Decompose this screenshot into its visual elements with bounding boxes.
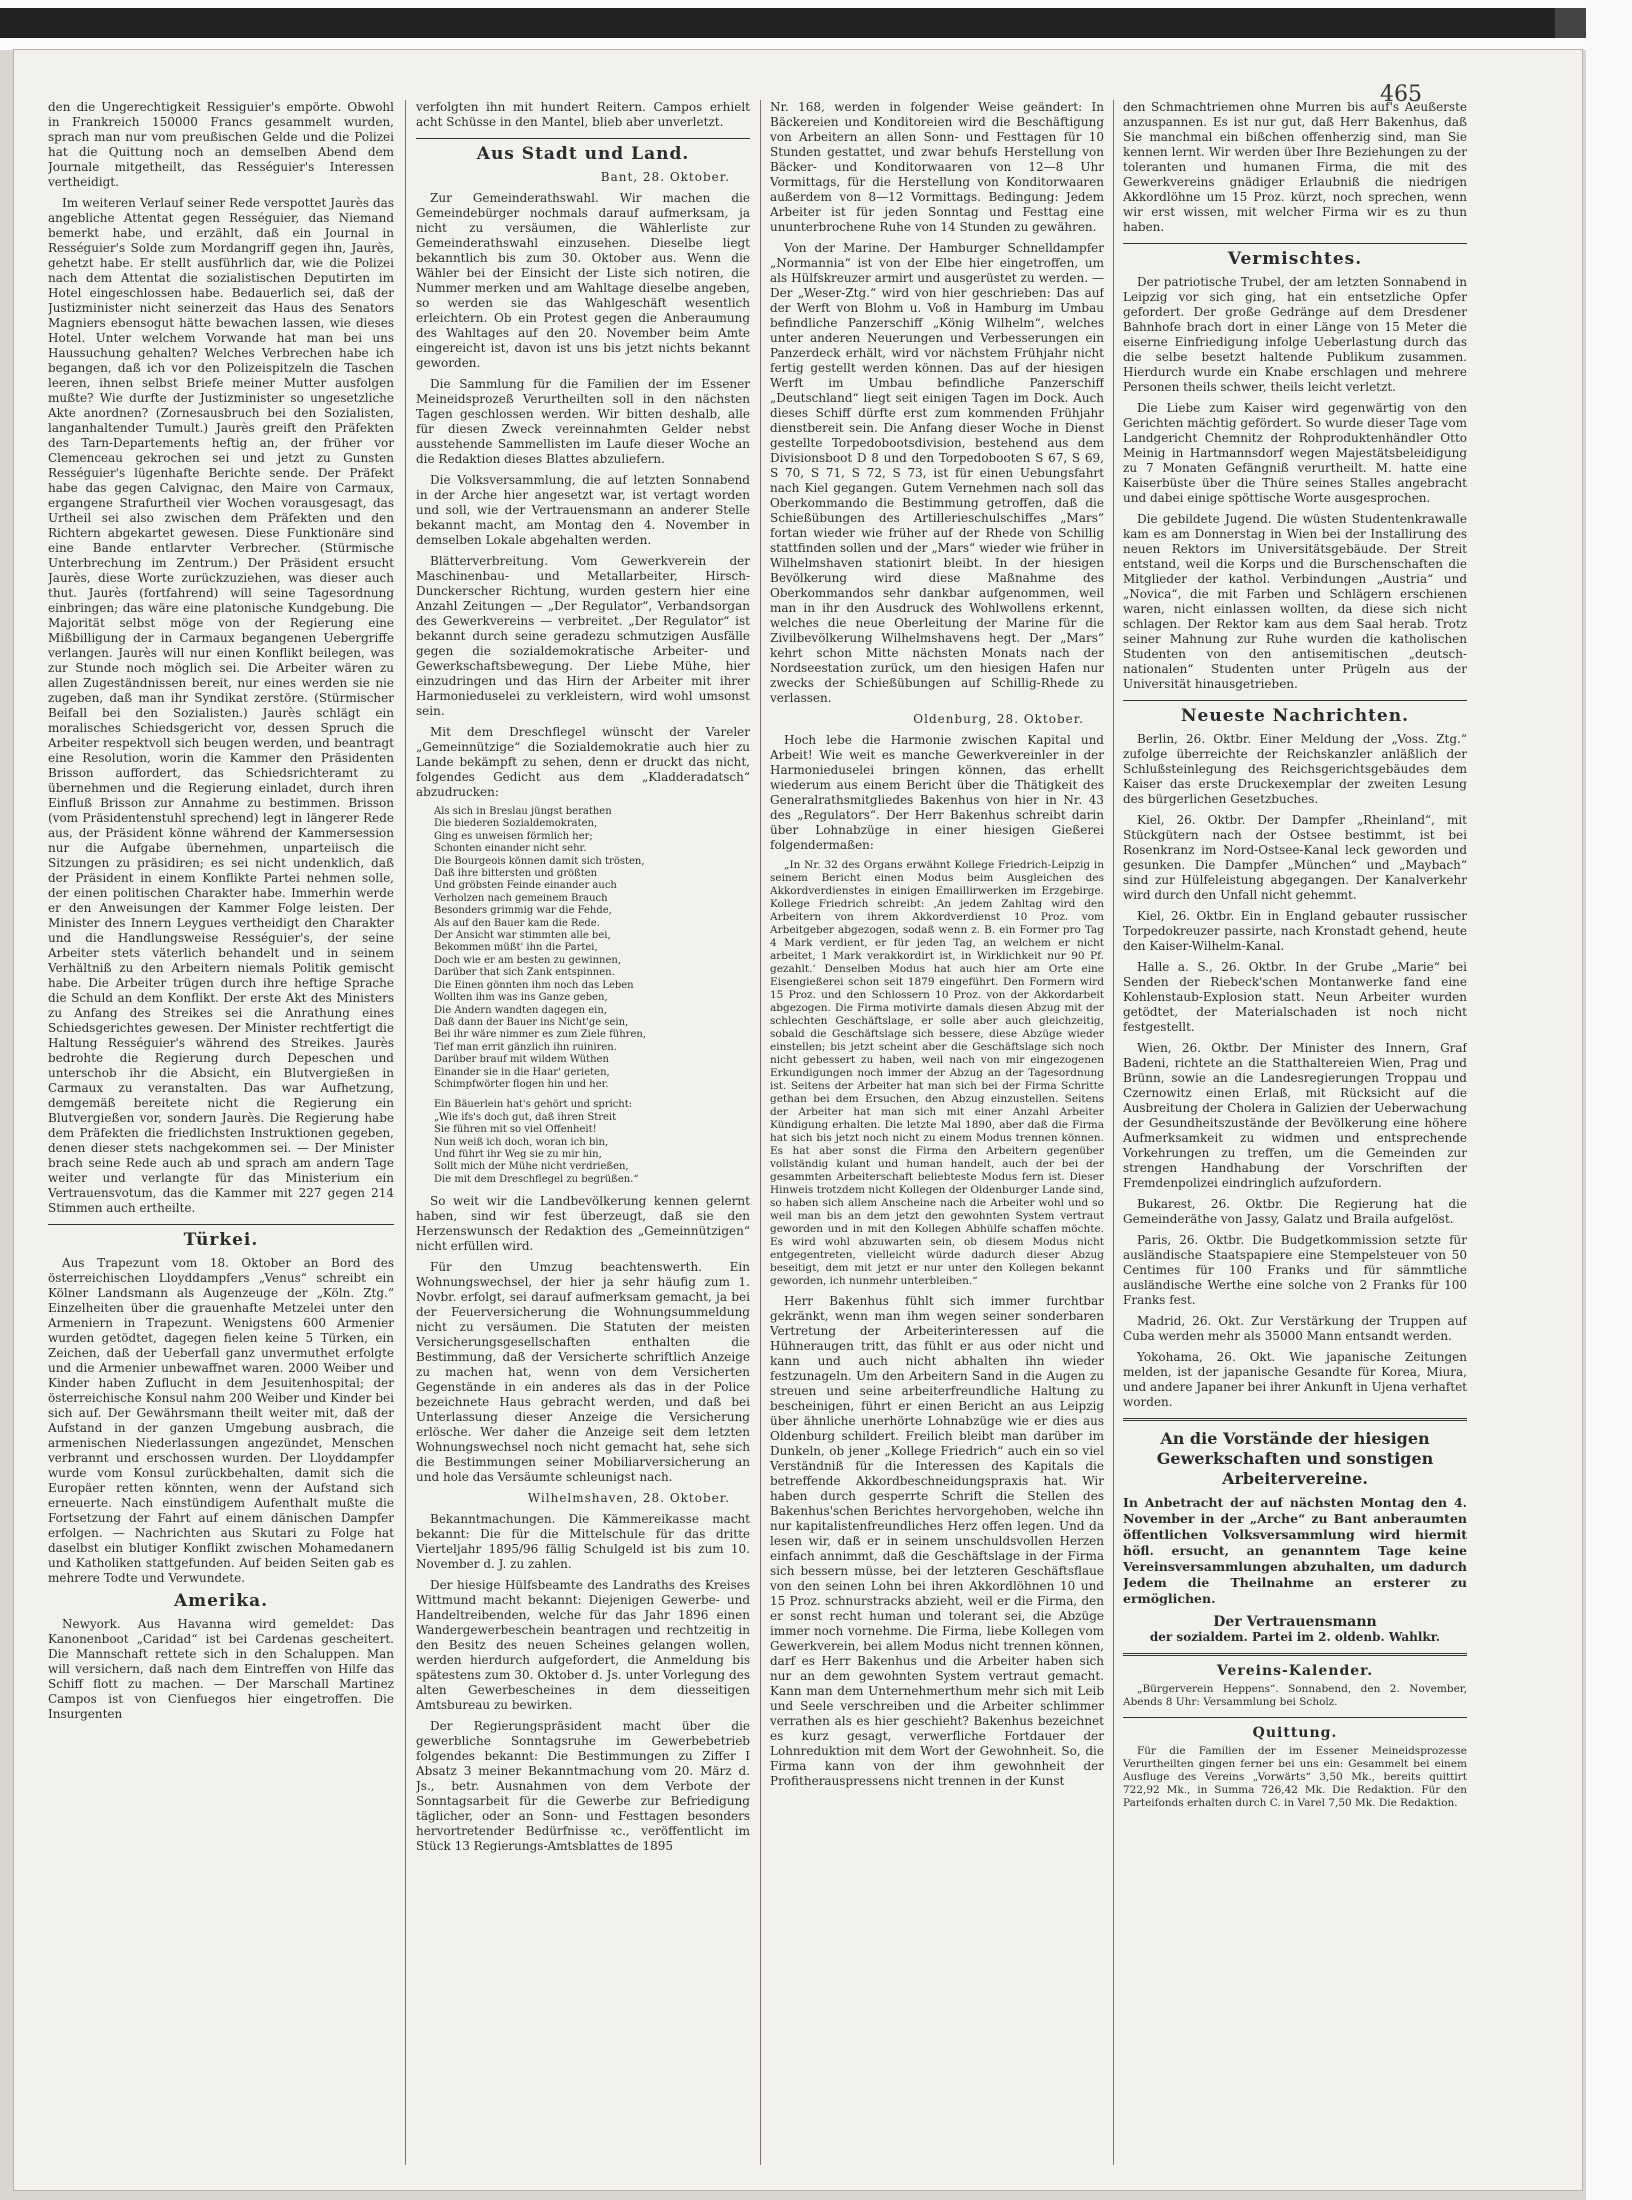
divider bbox=[1123, 1717, 1467, 1718]
section-heading-amerika: Amerika. bbox=[173, 1591, 269, 1611]
article-paragraph: Der hiesige Hülfsbeamte des Landraths des Kreises Wittmund macht bekannt: Diejenigen Gewerbe- und Handeltreibenden, welche für das Jahr 1896 einen Wandergewerbeschein beantragen und rechtzeitig in den Besitz des neuen Scheines gelangen wollen, werden hierdurch aufgefordert, die Anmeldung bis spätestens zum 30. Oktober d. Js. unter Vorlegung des alten Gewerbescheines in dem diesseitigen Amtsbureau zu bewirken. bbox=[416, 1578, 750, 1713]
poem-line: Darüber brauf mit wildem Wüthen bbox=[434, 1054, 609, 1066]
poem-line: Tief man errit gänzlich ihn ruiniren. bbox=[434, 1041, 617, 1053]
dateline: Oldenburg, 28. Oktober. bbox=[913, 712, 1084, 726]
news-item: Kiel, 26. Oktbr. Ein in England gebauter russischer Torpedokreuzer passirte, nach Kronstadt gehend, heute den Kaiser-Wilhelm-Kanal. bbox=[1123, 909, 1467, 953]
notice-title: An die Vorstände der hiesigen Gewerkschaften und sonstigen Arbeitervereine. bbox=[1156, 1429, 1434, 1488]
article-paragraph: Mit dem Dreschflegel wünscht der Vareler „Gemeinnützige“ die Sozialdemokratie auch hier zu Lande bekämpft zu sehen, denn er druckt das nicht, folgendes Gedicht aus dem „Kladderadatsch“ abzudrucken: bbox=[416, 725, 750, 799]
article-paragraph: Der Regierungspräsident macht über die gewerbliche Sonntagsruhe im Gewerbebetrieb folgendes bekannt: Die Bestimmungen zu Ziffer I Absatz 3 meiner Bekanntmachung vom 20. März d. Js., betr. Ausnahmen von dem Verbote der Sonntagsarbeit für die Gewerbe zur Befriedigung täglicher, oder an Sonn- und Festtagen besonders hervortretender Bedürfnisse ꝛc., veröffentlicht im Stück 13 Regierungs-Amtsblattes de 1895 bbox=[416, 1719, 750, 1854]
notice-signature: Der Vertrauensmann bbox=[1213, 1614, 1377, 1630]
poem-line: Sollt mich der Mühe nicht verdrießen, bbox=[434, 1161, 629, 1173]
article-paragraph: Der patriotische Trubel, der am letzten Sonnabend in Leipzig vor sich ging, hat ein entsetzliche Opfer gefordert. Der große Gedränge auf dem Dresdener Bahnhofe brach dort in einer Länge von 15 Meter die eiserne Einfriedigung infolge Ueberlastung durch das die selbe besetzt haltende Publikum zusammen. Hierdurch wurde ein Knabe erschlagen und mehrere Personen theils schwer, theils leicht verletzt. bbox=[1123, 275, 1467, 394]
news-item: Kiel, 26. Oktbr. Der Dampfer „Rheinland“, mit Stückgütern nach der Ostsee bestimmt, ist bei Rosenkranz im Nord-Ostsee-Kanal leck geworden und gesunken. Die Dampfer „München“ und „Maybach“ sind zur Hülfeleistung abgegangen. Der Kanalverkehr wird durch den Unfall nicht gehemmt. bbox=[1123, 813, 1467, 902]
notice-text: In Anbetracht der auf nächsten Montag den 4. November in der „Arche“ zu Bant anberaumten öffentlichen Volksversammlung wird hiermit höfl. ersucht, an genanntem Tage keine Vereinsversammlungen abzuhalten, um dadurch Jedem die Theilnahme an ersterer zu ermöglichen. bbox=[1123, 1495, 1467, 1606]
poem-line: Die Andern wandten dagegen ein, bbox=[434, 1004, 607, 1016]
section-heading-tuerkei: Türkei. bbox=[183, 1230, 259, 1250]
poem-line: Nun weiß ich doch, woran ich bin, bbox=[434, 1136, 609, 1148]
article-paragraph: So weit wir die Landbevölkerung kennen gelernt haben, sind wir fest überzeugt, daß sie den Herzenswunsch der Redaktion des „Gemeinnützigen“ nicht erfüllen wird. bbox=[416, 1194, 750, 1254]
poem-line: Verholzen nach gemeinem Brauch bbox=[434, 892, 608, 904]
article-paragraph: Bekanntmachungen. Die Kämmereikasse macht bekannt: Die für die Mittelschule für das dritte Vierteljahr 1895/96 fällig Schulgeld ist bis zum 10. November d. J. zu zahlen. bbox=[416, 1512, 750, 1572]
divider bbox=[416, 138, 750, 139]
article-paragraph: Zur Gemeinderathswahl. Wir machen die Gemeindebürger nochmals darauf aufmerksam, ja nicht zu versäumen, die Wählerliste zur Gemeinderathswahl einzusehen. Dieselbe liegt bekanntlich bis zum 30. Oktober aus. Wenn die Wähler bei der Einsicht der Liste sich notiren, die Nummer merken und am Wahltage dieselbe angeben, so werden sie das Wahlgeschäft wesentlich erleichtern. Ob ein Protest gegen die Anberaumung des Wahltages auf den 20. November beim Amte eingereicht ist, davon ist uns bis jetzt nichts bekannt geworden. bbox=[416, 191, 750, 370]
column-4 bbox=[1123, 100, 1467, 2165]
poem-line: Darüber that sich Zank entspinnen. bbox=[434, 967, 615, 979]
poem-line: „Wie ifs's doch gut, daß ihren Streit bbox=[434, 1111, 617, 1123]
receipt-text: Für die Familien der im Essener Meineidsprozesse Verurtheilten gingen ferner bei uns ein: Gesammelt bei einem Ausfluge des Vereins „Vorwärts“ 3,50 Mk., bereits quittirt 722,92 Mk., in Summa 726,42 Mk. Die Redaktion. Für den Parteifonds erhalten durch C. in Varel 7,50 Mk. Die Redaktion. bbox=[1123, 1745, 1467, 1809]
news-item: Paris, 26. Oktbr. Die Budgetkommission setzte für ausländische Staatspapiere eine Stempelsteuer von 50 Centimes für 100 Franks und für sämmtliche ausländische Werthe eine solche von 2 Franks für 100 Franks fest. bbox=[1123, 1233, 1467, 1307]
article-paragraph: Im weiteren Verlauf seiner Rede verspottet Jaurès das angebliche Attentat gegen Rességuier, das Niemand bemerkt habe, und erzählt, daß ein Journal in Rességuier's Solde zum Mordangriff gegen ihn, Jaurès, gehetzt habe. Er stellt ausführlich dar, wie die Polizei nach dem Attentat die sozialistischen Deputirten im Hotel eingeschlossen habe. Bedauerlich sei, daß der Justizminister nicht seinerzeit das Haus des Senators Magniers ebensogut hätte bewachen lassen, wie dieses Hotel. Unter welchem Vorwande hat man bei uns Haussuchung gehalten? Welches Verbrechen habe ich begangen, daß ich vor den Polizeispitzeln die Taschen leeren, ihnen selbst Briefe meiner Mutter ausfolgen mußte? Wie durfte der Justizminister so ungesetzliche Akte anordnen? (Zornesausbruch bei den Sozialisten, langanhaltender Tumult.) Jaurès greift den Präfekten des Tarn-Departements heftig an, der früher vor Clemenceau gekrochen sei und jetzt zu Gunsten Rességuier's lügenhafte Berichte sende. Der Präfekt habe das gegen Calvignac, den Maire von Carmaux, ergangene Strafurtheil vier Wochen vorausgesagt, das Urtheil sei also zwischen dem Präfekten und den Richtern abgekartet gewesen. Diese Funktionäre sind eine Bande entlarvter Verbrecher. (Stürmische Unterbrechung im Zentrum.) Der Präsident ersucht Jaurès, diese Worte zurückzuziehen, was dieser auch thut. Jaurès (fortfahrend) will seine Tagesordnung einbringen; das wäre eine platonische Kundgebung. Die Majorität selbst möge von der Regierung eine Mißbilligung der in Carmaux begangenen Uebergriffe verlangen. Jaurès will nur einen Konflikt beilegen, was zur Stunde noch möglich sei. Die Arbeiter wären zu allen Zugeständnissen bereit, nur eines werden sie nie zugeben, daß man ihr Syndikat zerstöre. (Stürmischer Beifall bei den Sozialisten.) Jaurès schlägt ein moralisches Schiedsgericht vor, dessen Spruch die Arbeiter respektvoll sich beugen werden, und beantragt eine Resolution, worin die Kammer den Präsidenten Brisson auffordert, das Schiedsrichteramt zu übernehmen und die Regierung einladet, durch ihren Einfluß Brisson zur Annahme zu bestimmen. Brisson (vom Präsidentenstuhl sprechend) legt in längerer Rede aus, der Präsident könne während der Kammersession nur die Aufgabe übernehmen, unparteiisch die Sitzungen zu präsidiren; es sei nicht undenklich, daß der Präsident in einem Konflikte Partei nehmen solle, der einen politischen Charakter habe. Immerhin werde er den Anweisungen der Kammer Folge leisten. Der Minister des Innern Leygues vertheidigt den Charakter und die Handlungsweise Rességuier's, der seine Arbeiter stets väterlich behandelt und in seinem Verhältniß zu den Arbeitern niemals Politik gemischt habe. Die Arbeiter trügen durch ihre heftige Sprache die Schuld an dem Konflikt. Der erste Akt des Ministers zu Anfang des Streikes sei die Anrathung eines Schiedsgerichtes gewesen. Der Minister rechtfertigt die Haltung Rességuier's während des Streikes. Jaurès bedrohte die Regierung durch Depeschen und unterschob ihr die Absicht, ein Blutvergießen in Carmaux zu veranstalten. Das war Aufhetzung, demgemäß bereitete nicht die Regierung ein Blutvergießen vor, sondern Jaurès. Die Regierung habe dem Präfekten die friedlichsten Instruktionen gegeben, denen dieser stets nachgekommen sei. — Der Minister brach seine Rede auch ab und sprach am andern Tage weiter und verlangte für das Ministerium ein Vertrauensvotum, das die Kammer mit 227 gegen 214 Stimmen auch ertheilte. bbox=[48, 196, 394, 1215]
section-heading-stadt-land: Aus Stadt und Land. bbox=[476, 144, 690, 164]
article-paragraph: den Schmachtriemen ohne Murren bis auf's Aeußerste anzuspannen. Es ist nur gut, daß Herr Bakenhus, daß Sie manchmal ein bißchen offenherzig sind, man Sie kennen lernt. Wir werden über Ihre Beziehungen zu der toleranten und humanen Firma, die mit des Gewerkvereins gnädiger Erlaubniß die niedrigen Akkordlöhne um 15 Proz. kürzt, noch sprechen, wenn wir erst wissen, mit welcher Firma wir es zu thun haben. bbox=[1123, 100, 1467, 234]
article-paragraph: Die gebildete Jugend. Die wüsten Studentenkrawalle kam es am Donnerstag in Wien bei der Installirung des neuen Rektors im Universitätsgebäude. Der Streit entstand, weil die Korps und die Burschenschaften die Mitglieder der kathol. Verbindungen „Austria“ und „Novica“, die mit Farben und Schlägern erschienen waren, nicht einlassen wollten, da diese sich nicht schlagen. Der Rektor kam aus dem Saal herab. Trotz seiner Mahnung zur Ruhe wurden die katholischen Studenten von den antisemitischen „deutsch-nationalen“ Studenten unter Prügeln aus der Universität hinausgetrieben. bbox=[1123, 512, 1467, 691]
column-rule bbox=[760, 100, 761, 2165]
scan-dark-edge bbox=[0, 8, 1560, 38]
news-item: Yokohama, 26. Okt. Wie japanische Zeitungen melden, ist der japanische Gesandte für Korea, Miura, und andere Japaner bei ihrer Ankunft in Ujena verhaftet worden. bbox=[1123, 1350, 1467, 1409]
calendar-entry: „Bürgerverein Heppens“. Sonnabend, den 2. November, Abends 8 Uhr: Versammlung bei Scholz. bbox=[1123, 1683, 1467, 1708]
poem-line: Bekommen müßt' ihn die Partei, bbox=[434, 942, 598, 954]
poem-line: Die mit dem Dreschflegel zu begrüßen.“ bbox=[434, 1173, 639, 1185]
poem-line: Und führt ihr Weg sie zu mir hin, bbox=[434, 1148, 602, 1160]
poem-line: Der Ansicht war stimmten alle bei, bbox=[434, 930, 611, 942]
article-paragraph: Blätterverbreitung. Vom Gewerkverein der Maschinenbau- und Metallarbeiter, Hirsch-Dunckerscher Richtung, wurden gestern hier eine Anzahl Zeitungen — „Der Regulator“, Verbandsorgan des Gewerkvereins — verbreitet. „Der Regulator“ ist bekannt durch seine geradezu schmutzigen Ausfälle gegen die sozialdemokratische Arbeiter- und Gewerkschaftsbewegung. Der Liebe Mühe, hier einzudringen und das Hirn der Arbeiter mit ihrer Harmonieduselei zu verkleistern, wird wohl umsonst sein. bbox=[416, 554, 750, 718]
scan-top-border bbox=[0, 0, 1632, 50]
poem-line: Daß ihre bittersten und größten bbox=[434, 868, 598, 880]
column-rule bbox=[405, 100, 406, 2165]
article-paragraph: Für den Umzug beachtenswerth. Ein Wohnungswechsel, der hier ja sehr häufig zum 1. Novbr. erfolgt, sei darauf aufmerksam gemacht, ja bei der Feuerversicherung die Wohnungsummeldung nicht zu versäumen. Die Statuten der meisten Versicherungsgesellschaften enthalten die Bestimmung, daß der Versicherte schriftlich Anzeige zu machen hat, wenn von dem Versicherten Gegenstände in ein anderes als das in der Police bezeichnete Haus gebracht werden, und daß bei Unterlassung dieser Anzeige die Versicherung erlösche. Wer daher die Anzeige seit dem letzten Wohnungswechsel noch nicht gemacht hat, sehe sich die Bestimmungen seiner Mobiliarversicherung an und hole das Versäumte schleunigst nach. bbox=[416, 1260, 750, 1485]
page-number: 465 bbox=[1380, 82, 1422, 107]
dateline: Wilhelmshaven, 28. Oktober. bbox=[527, 1491, 730, 1506]
notice-box bbox=[1123, 1429, 1467, 1645]
column-3 bbox=[770, 100, 1104, 2165]
notice-signature-sub: der sozialdem. Partei im 2. oldenb. Wahlkr. bbox=[1149, 1630, 1441, 1644]
poem-line: Als auf den Bauer kam die Rede. bbox=[434, 917, 600, 929]
poem-line: Ging es unweisen förmlich her; bbox=[434, 830, 593, 842]
column-2 bbox=[416, 100, 750, 2165]
poem bbox=[434, 806, 750, 1091]
article-paragraph: Herr Bakenhus fühlt sich immer furchtbar gekränkt, wenn man ihm wegen seiner sonderbaren Vertretung der Arbeiterinteressen auf die Hühneraugen tritt, das fühlt er aus oder nicht und kann und auch nicht abhalten ihn wieder festzunageln. Um den Arbeitern Sand in die Augen zu streuen und seine arbeiterfreundliche Haltung zu bescheinigen, führt er einen Bericht an aus Leipzig über ähnliche unerhörte Lohnabzüge wie er dies aus Oldenburg schildert. Freilich bleibt man darüber im Dunkeln, ob jener „Kollege Friedrich“ auch ein so viel Verständniß für die Interessen des Kapitals die betreffende Akkordbeschneidungspraxis hat. Wir haben durch gesperrte Schrift die Stellen des Bakenhus'schen Berichtes hervorgehoben, welche ihn nur kapitalistenfreundliches Herz offen legen. Und da lesen wir, daß er in seinem unschuldsvollen Herzen einfach annimmt, daß die Geschäftslage in der Firma sich bessern müsse, bei der letzteren Geschäftsflaue von den seinen Lohn bei ihren Akkordlöhnen 10 und 15 Proz. schnurstracks abzieht, weil er die Firma, den er sonst recht human und tolerant sei, die Abzüge immer noch vornehme. Die Firma, liebe Kollegen vom Gewerkverein, bei allem Modus nicht trennen können, darf es Herr Bakenhus und die Arbeiter haben sich nur an dem gewohnten System vertraut gemacht. Kann man dem Unternehmerthum mehr sich mit Leib und Seele verschreiben und die Arbeiter schlimmer verrathen als es hier geschieht? Bakenhus bezeichnet es kurz gesagt, verwerfliche Fortdauer der Lohnreduktion mit dem Wort der Gewohnheit. So, die Firma kann von der ihm gewohnheit der Profitherauspressens nicht trennen in der Kunst bbox=[770, 1294, 1104, 1788]
article-paragraph: Die Sammlung für die Familien der im Essener Meineidsprozeß Verurtheilten soll in den nächsten Tagen geschlossen werden. Wir bitten deshalb, alle für diesen Zweck vereinnahmten Gelder nebst ausstehende Sammellisten im Laufe dieser Woche an die Redaktion dieses Blattes abzuliefern. bbox=[416, 377, 750, 466]
poem-line: Als sich in Breslau jüngst berathen bbox=[434, 806, 612, 817]
poem-line: Die biederen Sozialdemokraten, bbox=[434, 818, 598, 830]
article-paragraph: Aus Trapezunt vom 18. Oktober an Bord des österreichischen Lloyddampfers „Venus“ schreibt ein Kölner Landsmann als Augenzeuge der „Köln. Ztg.“ Einzelheiten über die grauenhafte Metzelei unter den Armeniern in Trapezunt. Wenigstens 600 Armenier wurden getödtet, dagegen fielen keine 5 Türken, ein Zeichen, daß der Ueberfall ganz unvermuthet erfolgte und die Armenier unbewaffnet waren. 2000 Weiber und Kinder haben Zuflucht in dem Jesuitenhospital; der österreichische Konsul nahm 200 Weiber und Kinder bei sich auf. Der Gewährsmann theilt weiter mit, daß der Aufstand in der ganzen Umgebung ausbrach, die armenischen Niederlassungen angezündet, Menschen verbrannt und erschossen wurden. Der Lloyddampfer wurde vom Konsul zurückbehalten, damit sich die Europäer retten könnten, wenn der Aufstand sich erneuerte. Nach einstündigem Aufenthalt mußte die Fortsetzung der Fahrt auf einem dänischen Dampfer erfolgen. — Nachrichten aus Skutari zu Folge hat daselbst ein blutiger Konflikt zwischen Mohamedanern und Katholiken stattgefunden. Auf beiden Seiten gab es mehrere Todte und Verwundete. bbox=[48, 1256, 394, 1585]
scan-right-border bbox=[1586, 0, 1632, 2200]
news-item: Berlin, 26. Oktbr. Einer Meldung der „Voss. Ztg.“ zufolge überreichte der Reichskanzler anläßlich der Schlußsteinlegung des Reichsgerichtsgebäudes dem Kaiser das erste Druckexemplar der zweiten Lesung des bürgerlichen Gesetzbuches. bbox=[1123, 732, 1467, 806]
poem-line: Daß dann der Bauer ins Nicht'ge sein, bbox=[434, 1016, 629, 1028]
poem-line: Ein Bäuerlein hat's gehört und spricht: bbox=[434, 1099, 633, 1111]
poem-line: Die Einen gönnten ihm noch das Leben bbox=[434, 979, 634, 991]
poem-line: Besonders grimmig war die Fehde, bbox=[434, 905, 612, 917]
news-item: Madrid, 26. Okt. Zur Verstärkung der Truppen auf Cuba werden mehr als 35000 Mann entsandt werden. bbox=[1123, 1314, 1467, 1343]
dateline: Bant, 28. Oktober. bbox=[600, 170, 730, 184]
column-rule bbox=[1113, 100, 1114, 2165]
poem-line: Und gröbsten Feinde einander auch bbox=[434, 880, 617, 892]
divider bbox=[1123, 1418, 1467, 1421]
article-paragraph: den die Ungerechtigkeit Ressiguier's empörte. Obwohl in Frankreich 150000 Francs gesammelt wurden, sprach man nur vom preußischen Gelde und die Polizei hat die Quittung noch an demselben Abend dem Journale mitgetheilt, das Rességuier's Interessen vertheidigt. bbox=[48, 100, 394, 189]
news-item: Bukarest, 26. Oktbr. Die Regierung hat die Gemeinderäthe von Jassy, Galatz und Braila aufgelöst. bbox=[1123, 1197, 1467, 1226]
article-paragraph: Die Liebe zum Kaiser wird gegenwärtig von den Gerichten mächtig gefördert. So wurde dieser Tage vom Landgericht Chemnitz der Rohproduktenhändler Otto Meinig in Hartmannsdorf wegen Majestätsbeleidigung zu 7 Monaten Gefängniß verurtheilt. M. hatte eine Kaiserbüste über die Thüre seines Stalles angebracht und dabei einige spöttische Worte ausgesprochen. bbox=[1123, 401, 1467, 505]
section-heading-neueste-nachrichten: Neueste Nachrichten. bbox=[1180, 706, 1410, 726]
quoted-report: „In Nr. 32 des Organs erwähnt Kollege Friedrich-Leipzig in seinem Bericht einen Modus beim Ausgleichen des Akkordverdienstes in einigen Emaillirwerken im Erzgebirge. Kollege Friedrich schreibt: ‚An jedem Zahltag wird den Arbeitern von ihrem Akkordverdienst 10 Proz. vom Arbeitgeber abgezogen, sodaß wenn z. B. ein Former pro Tag 4 Mark verdient, er für jeden Tag, an welchem er nicht arbeitet, 1 Mark verakkordirt ist, in Wirklichkeit nur 90 Pf. gezahlt.‘ Denselben Modus hat auch hier am Orte eine Eisengießerei schon seit 1879 eingeführt. Den Formern wird 15 Proz. und den Schlossern 10 Proz. von der Akkordarbeit abgezogen. Die Firma motivirte damals diesen Abzug mit der schlechten Geschäftslage, er solle aber auch gleichzeitig, sobald die Geschäftslage sich bessere, diese Abzüge wieder einstellen; bis jetzt scheint aber die Geschäftslage sich noch nicht gebessert zu haben, weil nach von mir eingezogenen Erkundigungen noch immer der Abzug an der Tagesordnung ist. Seitens der Arbeiter hat man sich bei der Firma Schritte gethan bei dem Ersuchen, den Abzug einzustellen. Seitens der Arbeiter hat man sich mit einer Anzahl Arbeiter Kündigung erhalten. Die letzte Mal 1890, aber daß die Firma hat sich bis jetzt noch nicht zu einem Modus trennen können. Es hat aber sonst die Firma den Arbeitern gegenüber vollständig kulant und human handelt, auch der bei der gesammten Arbeiterschaft beliebteste Modus fern ist. Dieser Hinweis trotzdem nicht Kollegen der Oldenburger Lande sind, so haben sich allem Anscheine nach die Arbeiter wohl und so weil man bis an dem jetzt den gewohnten System vertraut geworden und in mit den Kollegen Abhülfe schaffen möchte. Es wird wohl abzuwarten sein, ob diesem Modus nicht entgegentreten, vielleicht würde dadurch dieser Abzug beseitigt, dem mit jetzt er nur unter den Kollegen bekannt geworden, ich nunmehr unterbleiben.“ bbox=[770, 859, 1104, 1287]
article-paragraph: Die Volksversammlung, die auf letzten Sonnabend in der Arche hier angesetzt war, ist vertagt worden und soll, wie der Vertrauensmann an anderer Stelle bekannt macht, am Montag den 4. November in demselben Lokale abgehalten werden. bbox=[416, 473, 750, 547]
poem-line: Die Bourgeois können damit sich trösten, bbox=[434, 855, 645, 867]
article-paragraph: Hoch lebe die Harmonie zwischen Kapital und Arbeit! Wie weit es manche Gewerkvereinler in der Harmonieduselei bringen können, das erhellt wiederum aus einem Bericht über die Thätigkeit des Generalrathsmitgliedes Bakenhus von hier in Nr. 43 des „Regulators“. Der Herr Bakenhus schreibt darin über Lohnabzüge in einer hiesigen Gießerei folgendermaßen: bbox=[770, 733, 1104, 852]
article-paragraph: Nr. 168, werden in folgender Weise geändert: In Bäckereien und Konditoreien wird die Beschäftigung von Arbeitern an allen Sonn- und Festtagen für 10 Stunden gestattet, und zwar behufs Herstellung von Bäcker- und Konditorwaaren von 12—8 Uhr Vormittags, für die Herstellung von Konditorwaaren außerdem von 8—12 Vormittags. Bedingung: Jedem Arbeiter ist für jeden Sonntag und Festtag eine ununterbrochene Ruhe von 14 Stunden zu gewähren. bbox=[770, 100, 1104, 234]
poem-line: Wollten ihm was ins Ganze geben, bbox=[434, 992, 608, 1004]
poem-line: Schonten einander nicht sehr. bbox=[434, 843, 587, 855]
news-item: Wien, 26. Oktbr. Der Minister des Innern, Graf Badeni, richtete an die Statthaltereien Wien, Prag und Brünn, sowie an die Landesregierungen Troppau und Czernowitz einen Erlaß, mit Rücksicht auf die Ausbreitung der Cholera in Galizien der Ueberwachung der Gesundheitszustände der Bevölkerung eine höhere Aufmerksamkeit zu widmen und entsprechende Vorkehrungen zu treffen, um die Gemeinden zur strengen Handhabung der Vorschriften der Fremdenpolizei eindringlich aufzufordern. bbox=[1123, 1041, 1467, 1190]
poem bbox=[434, 1099, 750, 1186]
divider bbox=[1123, 1653, 1467, 1656]
poem-line: Doch wie er am besten zu gewinnen, bbox=[434, 954, 622, 966]
section-heading-vereins-kalender: Vereins-Kalender. bbox=[1216, 1663, 1374, 1679]
article-paragraph: Von der Marine. Der Hamburger Schnelldampfer „Normannia“ ist von der Elbe hier eingetroffen, um als Hülfskreuzer armirt und ausgerüstet zu werden. — Der „Weser-Ztg.“ wird von hier geschrieben: Das auf der Werft von Blohm u. Voß in Hamburg im Umbau befindliche Panzerschiff „König Wilhelm“, welches unter anderen Neuerungen und Verbesserungen ein Panzerdeck erhält, wird vor nächstem Frühjahr nicht fertig gestellt werden können. Das auf der hiesigen Werft im Umbau befindliche Panzerschiff „Deutschland“ liegt seit einigen Tagen im Dock. Auch dieses Schiff dürfte erst zum kommenden Frühjahr dienstbereit sein. Die Anfang dieser Woche in Dienst gestellte Torpedobootsdivision, bestehend aus dem Divisionsboot D 8 und den Torpedobooten S 67, S 69, S 70, S 71, S 72, S 73, ist für einen Uebungsfahrt nach Kiel gegangen. Gutem Vernehmen nach soll das Oberkommando die Bestimmung getroffen, daß die Schießübungen des Artillerieschulschiffes „Mars“ fortan wieder wie früher auf der Rhede von Schillig stattfinden sollen und der „Mars“ wieder wie früher in Wilhelmshaven stationirt bleibt. In der hiesigen Bevölkerung wird diese Maßnahme des Oberkommandos sehr dankbar aufgenommen, weil man in ihr den Ausdruck des Wohlwollens erkennt, welches die neue Oberleitung der Marine für die Zivilbevölkerung Wilhelmshavens hegt. Der „Mars“ kehrt schon Mitte nächsten Monats nach der Nordseestation zurück, um den hiesigen Hafen nur zwecks der Schießübungen auf Schillig-Rhede zu verlassen. bbox=[770, 241, 1104, 705]
article-paragraph: verfolgten ihn mit hundert Reitern. Campos erhielt acht Schüsse in den Mantel, blieb aber unverletzt. bbox=[416, 100, 750, 129]
article-paragraph: Newyork. Aus Havanna wird gemeldet: Das Kanonenboot „Caridad“ ist bei Cardenas gescheitert. Die Mannschaft rettete sich in den Schaluppen. Man will versichern, daß nach dem Eintreffen von Hilfe das Schiff flott zu machen. — Der Marschall Martinez Campos ist von Cienfuegos hier eingetroffen. Die Insurgenten bbox=[48, 1617, 394, 1721]
poem-line: Einander sie in die Haar' gerieten, bbox=[434, 1066, 610, 1078]
divider bbox=[48, 1224, 394, 1225]
news-item: Halle a. S., 26. Oktbr. In der Grube „Marie“ bei Senden der Riebeck'schen Montanwerke fand eine Kohlenstaub-Explosion statt. Neun Arbeiter wurden getödtet, der Materialschaden ist noch nicht festgestellt. bbox=[1123, 960, 1467, 1034]
poem-line: Bei ihr wäre nimmer es zum Ziele führen, bbox=[434, 1029, 646, 1041]
divider bbox=[1123, 243, 1467, 244]
column-1 bbox=[48, 100, 394, 2165]
poem-line: Schimpfwörter flogen hin und her. bbox=[434, 1078, 609, 1090]
section-heading-quittung: Quittung. bbox=[1252, 1725, 1338, 1741]
divider bbox=[1123, 700, 1467, 701]
poem-line: Sie führen mit so viel Offenheit! bbox=[434, 1124, 597, 1136]
section-heading-vermischtes: Vermischtes. bbox=[1227, 249, 1363, 269]
